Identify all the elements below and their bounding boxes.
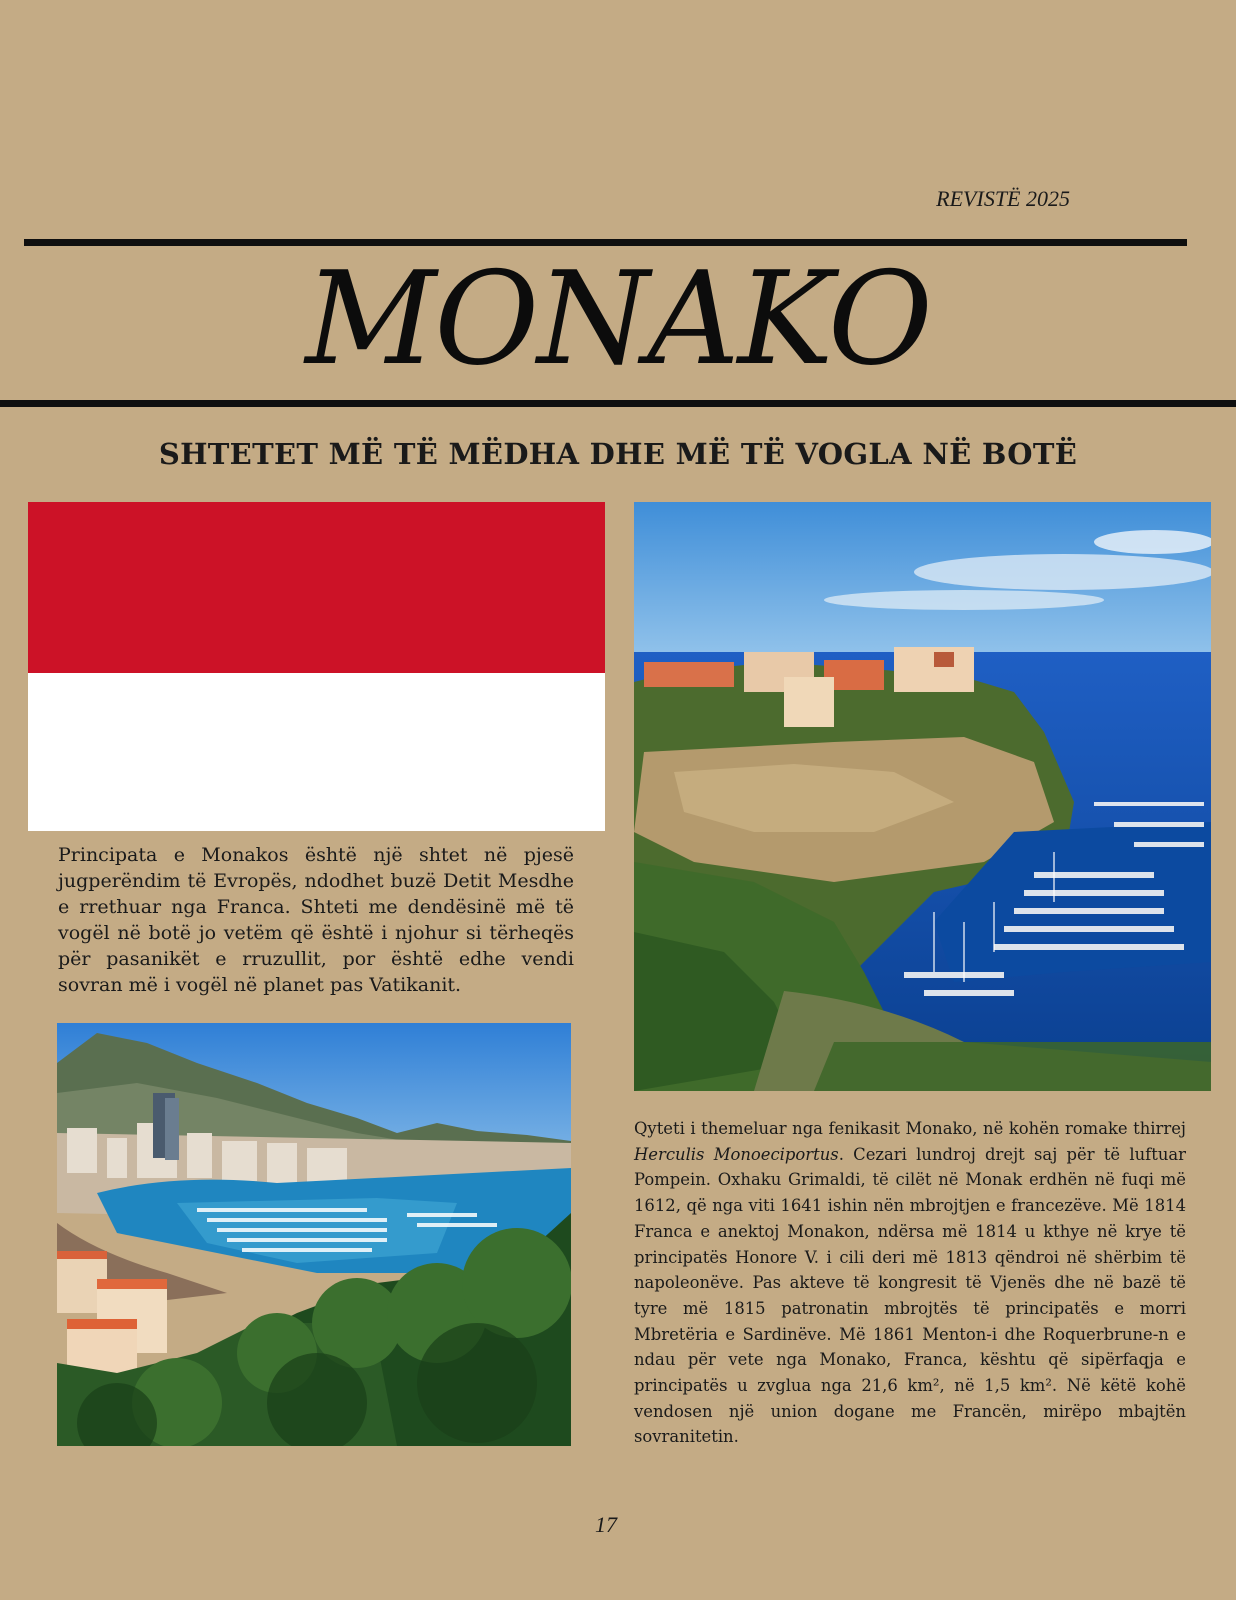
monaco-rock-photo — [634, 502, 1211, 1091]
flag-white-band — [28, 673, 605, 831]
history-text-rest: . Cezari lundroj drejt saj për të luftuar Pompein. Oxhaku Grimaldi, të cilët në Monak erdhën në fuqi më 1612, që nga viti 1641 ishin nën mbrojtjen e francezëve. Më 1814 Franca e anektoj Monakon, ndërsa më 1814 u kthye në krye të principatës Honore V. i cili deri më 1813 qëndroi në shërbim të napoleonëve. Pas akteve të kongresit të Vjenës dhe në bazë të tyre më 1815 patronatin mbrojtës të principatës e morri Mbretëria e Sardinëve. Më 1861 Menton-i dhe Roquerbrune-n e ndau për vete nga Monako, Franca, kështu që sipërfaqja e principatës u zvglua nga 21,6 km², në 1,5 km². Në këtë kohë vendosen një union dogane me Francën, mirëpo mbajtën sovranitetin. — [634, 1144, 1186, 1447]
monaco-harbor-photo — [57, 1023, 571, 1446]
history-text-start: Qyteti i themeluar nga fenikasit Monako, në kohën romake thirrej — [634, 1119, 1186, 1138]
page-number: 17 — [595, 1512, 617, 1537]
latin-name: Herculis Monoeciportus — [634, 1144, 839, 1164]
monaco-flag — [28, 502, 605, 831]
bottom-divider — [0, 400, 1236, 407]
flag-red-band — [28, 502, 605, 673]
page-title: MONAKO — [305, 245, 931, 394]
intro-paragraph: Principata e Monakos është një shtet në pjesë jugperëndim të Evropës, ndodhet buzë Detit Mesdhe e rrethuar nga Franca. Shteti me dendësinë më të vogël në botë jo vetëm që është i njohur si tërheqës për pasanikët e rruzullit, por është edhe vendi sovran më i vogël në planet pas Vatikanit. — [58, 844, 574, 996]
history-paragraph — [634, 1116, 1186, 1450]
issue-label: REVISTË 2025 — [936, 186, 1070, 211]
section-subtitle: SHTETET MË TË MËDHA DHE MË TË VOGLA NË BOTË — [158, 437, 1078, 471]
